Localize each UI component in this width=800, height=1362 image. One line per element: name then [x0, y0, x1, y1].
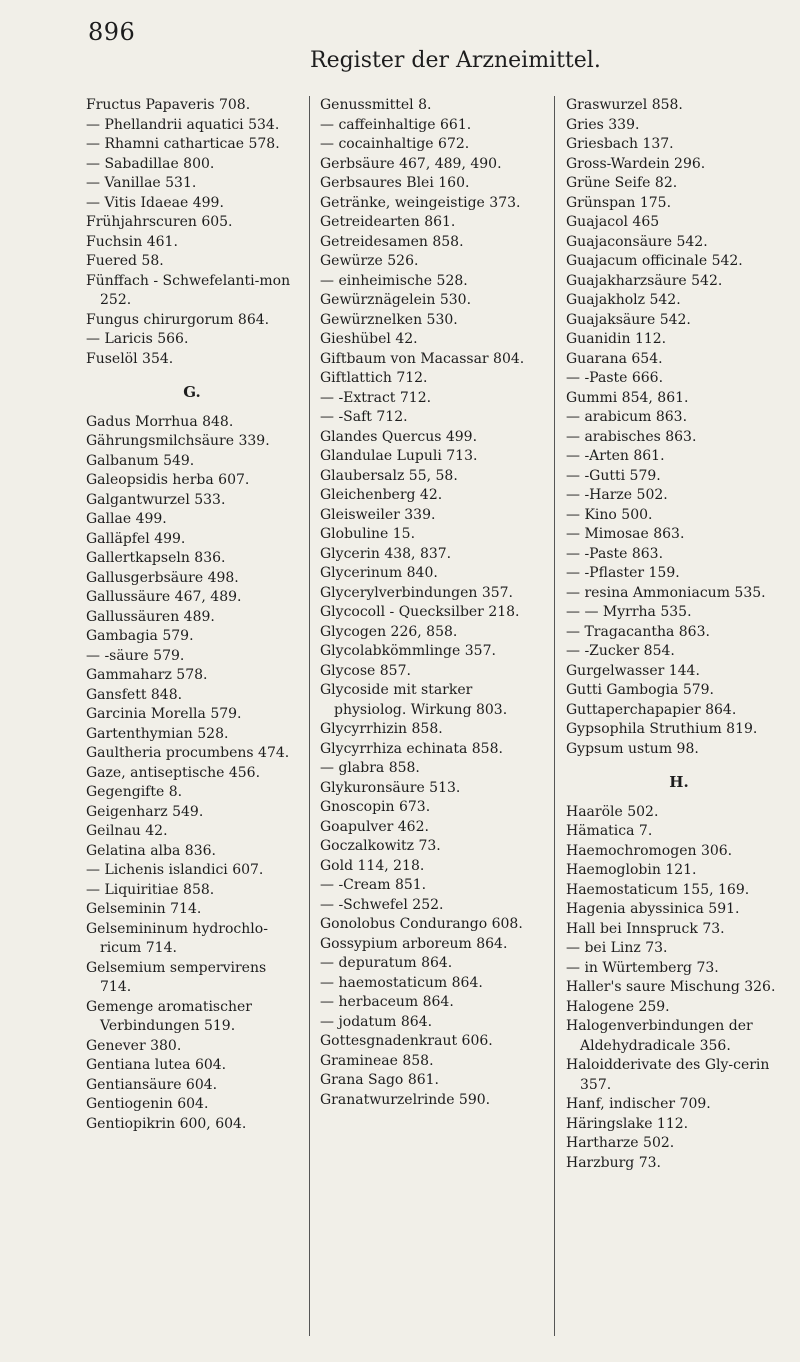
running-head: Register der Arzneimittel. — [310, 48, 601, 73]
index-entry: — depuratum 864. — [320, 955, 453, 971]
index-entry: Gewürznägelein 530. — [320, 292, 472, 308]
index-entry: Glycerin 438, 837. — [320, 545, 452, 562]
index-entry: Gadus Morrhua 848. — [86, 413, 234, 430]
index-column-2 — [320, 96, 540, 1110]
index-entry: Guajaksäure 542. — [566, 311, 691, 328]
index-entry: Guttaperchapapier 864. — [566, 701, 737, 718]
index-entry: Genussmittel 8. — [320, 97, 432, 113]
index-entry: Grana Sago 861. — [320, 1072, 439, 1088]
index-entry: — jodatum 864. — [320, 1013, 433, 1030]
index-entry: — -Extract 712. — [320, 389, 432, 406]
index-entry: — -Harze 502. — [566, 487, 668, 503]
index-entry: Glycose 857. — [320, 662, 411, 679]
index-entry: Gartenthymian 528. — [86, 725, 229, 742]
index-entry: Gleichenberg 42. — [320, 487, 443, 503]
index-entry: — Vitis Idaeae 499. — [86, 194, 224, 211]
index-entry: Gossypium arboreum 864. — [320, 935, 508, 952]
index-entry: — -Paste 863. — [566, 545, 664, 562]
index-entry: — Tragacantha 863. — [566, 623, 710, 640]
index-entry: Hagenia abyssinica 591. — [566, 901, 740, 917]
index-column-1 — [86, 96, 298, 1134]
index-entry: — Sabadillae 800. — [86, 155, 215, 172]
index-entry: Haemoglobin 121. — [566, 862, 697, 878]
index-entry: Gleisweiler 339. — [320, 506, 436, 523]
index-entry: — einheimische 528. — [320, 272, 468, 289]
index-entry: Griesbach 137. — [566, 136, 674, 152]
index-entry: Fungus chirurgorum 864. — [86, 311, 270, 328]
index-entry: Galbanum 549. — [86, 452, 195, 469]
index-entry: Gurgelwasser 144. — [566, 662, 700, 679]
index-entry: — -Pflaster 159. — [566, 565, 680, 581]
column-rule-1 — [309, 96, 310, 1336]
index-entry: Fuselöl 354. — [86, 350, 174, 367]
index-entry: Glycyrrhizin 858. — [320, 721, 443, 737]
index-entry: Globuline 15. — [320, 526, 416, 542]
index-entry: Graswurzel 858. — [566, 97, 683, 113]
index-entry: Harzburg 73. — [566, 1154, 661, 1171]
index-entry: — Lichenis islandici 607. — [86, 862, 264, 878]
index-entry: Haemochromogen 306. — [566, 842, 733, 859]
index-entry: — Vanillae 531. — [86, 175, 197, 191]
index-entry: — -Saft 712. — [320, 409, 408, 425]
index-entry: Gallussäure 467, 489. — [86, 589, 242, 605]
index-entry: Gentiopikrin 600, 604. — [86, 1115, 247, 1132]
index-entry: Giftlattich 712. — [320, 370, 428, 386]
index-entry: — arabicum 863. — [566, 409, 688, 425]
index-entry: Gerbsaures Blei 160. — [320, 175, 470, 191]
index-entry: Frühjahrscuren 605. — [86, 214, 233, 230]
page-number: 896 — [88, 18, 136, 46]
index-entry: — bei Linz 73. — [566, 940, 668, 956]
index-entry: — Laricis 566. — [86, 331, 189, 347]
index-entry: — in Würtemberg 73. — [566, 959, 719, 976]
index-entry: Gross-Wardein 296. — [566, 155, 706, 172]
index-entry: Glykuronsäure 513. — [320, 779, 461, 796]
index-entry: Guajakharzsäure 542. — [566, 272, 723, 289]
index-entry: Gieshübel 42. — [320, 331, 418, 347]
index-entry: Hartharze 502. — [566, 1135, 675, 1151]
index-entry: Gypsum ustum 98. — [566, 740, 699, 757]
index-entry: — -Schwefel 252. — [320, 896, 444, 913]
index-entry: Guajacol 465 — [566, 214, 660, 230]
index-entry: Gries 339. — [566, 116, 640, 133]
index-entry: Gramineae 858. — [320, 1052, 434, 1069]
index-entry: — herbaceum 864. — [320, 994, 454, 1010]
index-entry: — -Arten 861. — [566, 448, 665, 464]
index-entry: Glycerylverbindungen 357. — [320, 584, 513, 601]
index-entry: Gelsemium sempervirens 714. — [86, 959, 267, 995]
index-entry: Gentiansäure 604. — [86, 1076, 218, 1093]
index-entry: Granatwurzelrinde 590. — [320, 1091, 491, 1108]
index-entry: Guajakholz 542. — [566, 292, 681, 308]
index-entry: Gambagia 579. — [86, 628, 194, 644]
index-entry: Glycoside mit starker physiolog. Wirkung 803. — [320, 682, 508, 718]
index-entry: — glabra 858. — [320, 760, 420, 776]
index-entry: Gelsemininum hydrochlo-ricum 714. — [86, 920, 268, 956]
index-entry: — cocainhaltige 672. — [320, 136, 470, 152]
index-entry: Gonolobus Condurango 608. — [320, 916, 523, 932]
index-entry: Haaröle 502. — [566, 803, 659, 820]
index-entry: Hämatica 7. — [566, 823, 653, 839]
index-entry: Haemostaticum 155, 169. — [566, 881, 750, 898]
index-entry: Halogenverbindungen der Aldehydradicale 356. — [566, 1018, 753, 1054]
index-entry: Garcinia Morella 579. — [86, 706, 242, 722]
index-entry: — arabisches 863. — [566, 428, 697, 445]
index-entry: Goapulver 462. — [320, 818, 429, 835]
index-entry: Glycyrrhiza echinata 858. — [320, 740, 503, 757]
index-entry: Guajaconsäure 542. — [566, 233, 708, 250]
index-entry: Gaultheria procumbens 474. — [86, 745, 290, 761]
index-entry: Gewürznelken 530. — [320, 311, 458, 328]
index-entry: Glycogen 226, 858. — [320, 623, 458, 640]
index-entry: Gansfett 848. — [86, 686, 183, 703]
index-entry: Fünffach - Schwefelanti-mon 252. — [86, 272, 291, 308]
index-entry: — Phellandrii aquatici 534. — [86, 116, 280, 133]
index-entry: Gentiogenin 604. — [86, 1096, 209, 1112]
index-entry: Getreidearten 861. — [320, 214, 456, 230]
index-entry: Gemenge aromatischer Verbindungen 519. — [86, 998, 252, 1034]
index-entry: Gnoscopin 673. — [320, 799, 431, 815]
index-entry: Haller's saure Mischung 326. — [566, 979, 776, 995]
index-entry: Galläpfel 499. — [86, 530, 186, 547]
index-entry: Gallertkapseln 836. — [86, 550, 226, 566]
index-entry: — — Myrrha 535. — [566, 604, 692, 620]
index-entry: Gummi 854, 861. — [566, 389, 689, 406]
index-entry: Gaze, antiseptische 456. — [86, 764, 261, 781]
index-entry: Gottesgnadenkraut 606. — [320, 1033, 493, 1049]
index-entry: — resina Ammoniacum 535. — [566, 584, 766, 601]
index-entry: Fuchsin 461. — [86, 233, 178, 250]
index-entry: Getreidesamen 858. — [320, 233, 464, 250]
index-entry: Hall bei Innspruck 73. — [566, 920, 725, 937]
index-entry: Gewürze 526. — [320, 253, 419, 269]
index-entry: Glandulae Lupuli 713. — [320, 448, 478, 464]
column-rule-2 — [554, 96, 555, 1336]
index-entry: Giftbaum von Macassar 804. — [320, 350, 525, 367]
index-entry: — -Zucker 854. — [566, 643, 675, 659]
index-entry: Glycolabkömmlinge 357. — [320, 643, 496, 659]
index-entry: — haemostaticum 864. — [320, 974, 483, 991]
index-entry: — Kino 500. — [566, 506, 653, 523]
index-entry: Gerbsäure 467, 489, 490. — [320, 155, 502, 172]
section-heading: H. — [669, 773, 689, 791]
index-entry: Getränke, weingeistige 373. — [320, 194, 521, 211]
index-entry: Gegengifte 8. — [86, 784, 183, 800]
index-entry: Gallussäuren 489. — [86, 608, 215, 625]
index-entry: Grünspan 175. — [566, 194, 672, 211]
index-entry: Gallusgerbsäure 498. — [86, 569, 239, 586]
index-entry: Hanf, indischer 709. — [566, 1096, 711, 1112]
index-entry: Galeopsidis herba 607. — [86, 472, 250, 488]
index-entry: — -Paste 666. — [566, 370, 664, 386]
index-entry: Fructus Papaveris 708. — [86, 97, 251, 113]
index-entry: Genever 380. — [86, 1037, 182, 1054]
index-entry: Haloidderivate des Gly-cerin 357. — [566, 1057, 770, 1093]
index-entry: Gentiana lutea 604. — [86, 1057, 227, 1073]
index-entry: — Liquiritiae 858. — [86, 881, 215, 898]
index-entry: Goczalkowitz 73. — [320, 838, 441, 854]
index-entry: — -säure 579. — [86, 647, 185, 664]
index-entry: Geilnau 42. — [86, 823, 168, 839]
index-entry: — caffeinhaltige 661. — [320, 116, 472, 133]
index-entry: — -Gutti 579. — [566, 467, 661, 484]
index-entry: Guajacum officinale 542. — [566, 253, 743, 269]
index-entry: Gammaharz 578. — [86, 667, 208, 683]
index-entry: — Rhamni catharticae 578. — [86, 136, 280, 152]
index-column-3 — [566, 96, 792, 1173]
index-entry: Halogene 259. — [566, 998, 670, 1015]
index-entry: Grüne Seife 82. — [566, 175, 678, 191]
index-entry: Gelatina alba 836. — [86, 842, 216, 859]
section-heading: G. — [183, 383, 201, 401]
index-entry: Gutti Gambogia 579. — [566, 682, 714, 698]
index-entry: Gallae 499. — [86, 511, 167, 527]
index-entry: Glycerinum 840. — [320, 565, 438, 581]
index-entry: — -Cream 851. — [320, 877, 427, 893]
index-entry: Fuered 58. — [86, 253, 164, 269]
index-entry: Häringslake 112. — [566, 1115, 689, 1132]
index-entry: Guarana 654. — [566, 350, 663, 367]
index-entry: Geigenharz 549. — [86, 803, 204, 820]
index-entry: Gold 114, 218. — [320, 857, 425, 874]
index-entry: Gelseminin 714. — [86, 901, 202, 917]
index-entry: Gypsophila Struthium 819. — [566, 721, 758, 737]
index-entry: Glaubersalz 55, 58. — [320, 467, 458, 484]
index-entry: Glandes Quercus 499. — [320, 428, 478, 445]
index-entry: Glycocoll - Quecksilber 218. — [320, 604, 520, 620]
index-entry: Guanidin 112. — [566, 331, 667, 347]
index-entry: Galgantwurzel 533. — [86, 491, 226, 508]
index-entry: Gährungsmilchsäure 339. — [86, 433, 270, 449]
index-entry: — Mimosae 863. — [566, 526, 685, 542]
